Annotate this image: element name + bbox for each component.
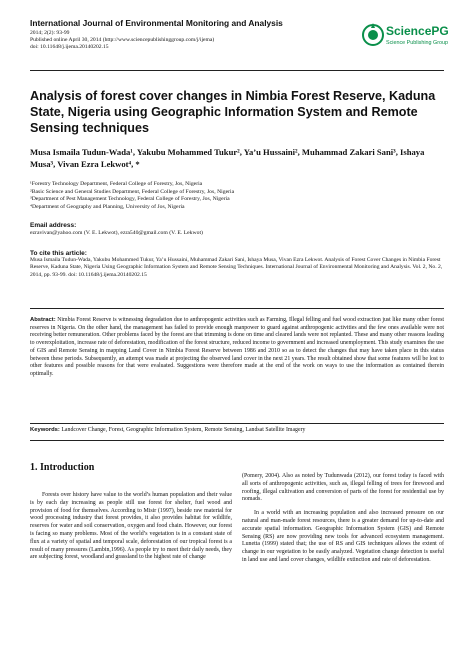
journal-header [30, 18, 350, 52]
citation-text: Musa Ismaila Tudun-Wada, Yakubu Mohammed Tukur, Ya’u Hussaini, Muhammad Zakari Sani, Ishaya Musa, Vivan Ezra Lekwot. Analysis of Forest Cover Changes in Nimbia Forest Reserve, Kaduna State, Nigeria Using Geographic Information System and Remote Sensing Techniques. International Journal of Environmental Monitoring and Analysis. Vol. 2, No. 2, 2014, pp. 93-99. doi: 10.11648/j.ijema.20140202.15 [30, 257, 443, 278]
right-column [242, 473, 444, 565]
intro-paragraph: (Pomery, 2004). Also as noted by Tudunwada (2012), our forest today is faced with all sorts of anthropogenic activities, such as, illegal felling of trees for firewood and roofing, illegal cultivation and conversion of parts of the forest for residential use by nomads. [242, 473, 444, 503]
article-title: Analysis of forest cover changes in Nimbia Forest Reserve, Kaduna State, Nigeria using Geographic Information System and Remote Sensing techniques [30, 89, 436, 135]
section-heading-introduction: 1. Introduction [30, 462, 95, 473]
email-section [30, 222, 444, 237]
email-heading: Email address: [30, 222, 77, 229]
publisher-logo [360, 14, 450, 58]
keywords-text: Landcover Change, Forest, Geographic Information System, Remote Sensing, Landsat Satellite Imagery [61, 427, 306, 433]
intro-paragraph: Forests over history have value to the world’s human population and their value is by each day increasing as people still use forest for shelter, fuel wood and provision of food for themselves. According to Misir (1997), beside raw material for wood processing industry that forest provides, it also provides habitat for wildlife, reserves for water and soil conservation, oxygen and food chain. However, our forest is facing so many problems. Most of the world’s vegetation is in a constant state of flux at a variety of spatial and temporal scale, deforestation of our tropical forest is a result of many pressures (Lambin,1996). As people try to meet their daily needs, they are subjecting forest, woodland and grassland to the highest rate of change [30, 492, 232, 561]
keywords [30, 427, 444, 435]
affiliation-item: ³Department of Pest Management Technology, Federal College of Forestry, Jos, Nigeria [30, 196, 230, 203]
citation-section [30, 250, 444, 279]
email-addresses[interactable]: ezravivan@yahoo.com (V. E. Lekwot), ezra540@gmail.com (V. E. Lekwot) [30, 229, 203, 236]
author-list: Musa Ismaila Tudun-Wada¹, Yakubu Mohammed Tukur², Ya’u Hussaini², Muhammad Zakari Sani³, Ishaya Musa³, Vivan Ezra Lekwot⁴, * [30, 147, 425, 169]
sciencepg-logo-icon [360, 20, 386, 50]
keywords-bottom-divider [30, 440, 444, 441]
journal-name: International Journal of Environmental Monitoring and Analysis [30, 18, 283, 28]
keywords-label: Keywords: [30, 427, 60, 433]
abstract-top-divider [30, 308, 444, 309]
affiliations [30, 181, 444, 211]
logo-tagline: Science Publishing Group [386, 40, 449, 46]
intro-paragraph: In a world with an increasing population and also increased pressure on our natural and man-made forest resources, there is a greater demand for up-to-date and accurate spatial information. Geographic Information System (GIS) and Remote Sensing (RS) are now providing new tools for advanced ecosystem management. Lunetta (1999) stated that; the use of RS and GIS techniques allows the extent of change in our vegetation to be easily analyzed. Vegetation change detection is useful in land use and land cover changes, wildlife extinction and rate of deforestation. [242, 510, 444, 563]
published-line[interactable]: Published online April 30, 2014 (http://www.sciencepublishinggroup.com/j/ijema) [30, 37, 215, 44]
doi-line[interactable]: doi: 10.11648/j.ijema.20140202.15 [30, 44, 109, 51]
issue-line: 2014; 2(2): 93-99 [30, 30, 70, 36]
citation-heading: To cite this article: [30, 250, 87, 257]
affiliation-item: ⁴Department of Geography and Planning, University of Jos, Nigeria [30, 203, 185, 210]
left-column [30, 492, 232, 562]
abstract [30, 317, 444, 379]
affiliation-item: ²Basic Science and General Studies Department, Federal College of Forestry, Jos, Nigeria [30, 188, 235, 195]
abstract-text: Nimbia Forest Reserve is witnessing degradation due to anthropogenic activities such as Farming, Illegal felling and fuel wood extraction just like many other forest reserves in Nigeria. On the other hand, the management has failed to provide enough manpower to guard against anthropogenic activities and the few ones available were not receiving better remuneration. Other problems faced by the forest are that trimming is done on time and cleared lands were not replanted. These and many other reasons leading to overexploitation, increase rate of deforestation, modification of the forest structure, reduced income to government and increased unemployment. This study examines the use of GIS and Remote Sensing in mapping Land Cover in Nimbia Forest Reserve between 1986 and 2010 so as to detect the changes that may have taken place in this status between these periods. Subsequently, an attempt was made at projecting the observed land cover in the next 21 years. The result obtained show that some features will be lost to other features and possible reasons for that were evaluated. Suggestions were therefore made at the end of the work on ways to use the information as contained therein optimally. [30, 317, 444, 377]
keywords-top-divider [30, 423, 444, 424]
header-divider [30, 70, 444, 71]
affiliation-item: ¹Forestry Technology Department, Federal College of Forestry, Jos, Nigeria [30, 181, 203, 187]
logo-name: SciencePG [386, 24, 449, 38]
abstract-label: Abstract: [30, 317, 56, 323]
